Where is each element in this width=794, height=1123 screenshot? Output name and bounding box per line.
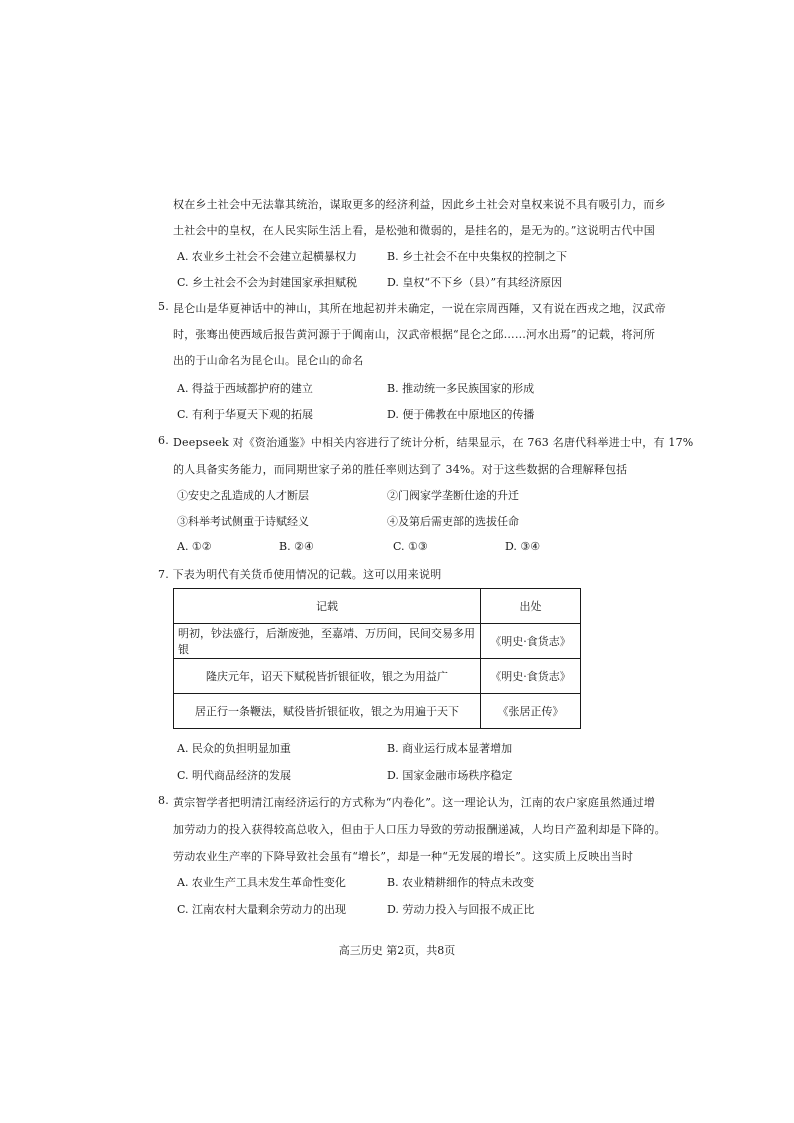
passage-line: 土社会中的皇权，在人民实际生活上看，是松弛和微弱的，是挂名的，是无为的。”这说明古代中国	[173, 224, 655, 237]
q5-stem-line: 昆仑山是华夏神话中的神山，其所在地起初并未确定，一说在宗周西陲，又有说在西戎之地，汉武帝	[173, 302, 666, 315]
table-cell-record: 明初，钞法盛行，后渐废弛，至嘉靖、万历间，民间交易多用银	[174, 624, 481, 659]
table-cell-source: 《明史·食货志》	[481, 659, 581, 694]
q5-option-d: D. 便于佛教在中原地区的传播	[387, 408, 535, 421]
table-row	[174, 624, 581, 659]
q6-statement-4: ④及第后需吏部的选拔任命	[387, 515, 519, 528]
table-row	[174, 659, 581, 694]
q8-stem-line: 加劳动力的投入获得较高总收入，但由于人口压力导致的劳动报酬递减，人均日产盈利却是下降的。	[173, 823, 666, 836]
table-header-record: 记载	[174, 589, 481, 624]
q8-option-a: A. 农业生产工具未发生革命性变化	[177, 876, 346, 889]
q6-statement-3: ③科举考试侧重于诗赋经义	[177, 515, 309, 528]
q5-number: 5.	[158, 300, 169, 313]
table-header-source: 出处	[481, 589, 581, 624]
table-cell-source: 《张居正传》	[481, 694, 581, 729]
q8-stem-line: 黄宗智学者把明清江南经济运行的方式称为“内卷化”。这一理论认为，江南的农户家庭虽然通过增	[173, 796, 656, 809]
passage-line: 权在乡土社会中无法靠其统治，谋取更多的经济利益，因此乡土社会对皇权来说不具有吸引力，而乡	[173, 198, 666, 211]
table-cell-record: 隆庆元年，诏天下赋税皆折银征收，银之为用益广	[174, 659, 481, 694]
q7-option-a: A. 民众的负担明显加重	[177, 742, 291, 755]
q4-option-b: B. 乡土社会不在中央集权的控制之下	[387, 250, 568, 263]
q6-stem-line: Deepseek 对《资治通鉴》中相关内容进行了统计分析，结果显示，在 763 名唐代科举进士中，有 17%	[173, 436, 694, 449]
q8-stem-line: 劳动农业生产率的下降导致社会虽有“增长”，却是一种“无发展的增长”。这实质上反映出当时	[173, 850, 634, 863]
q8-option-c: C. 江南农村大量剩余劳动力的出现	[177, 903, 347, 916]
q5-option-b: B. 推动统一多民族国家的形成	[387, 382, 535, 395]
q6-option-d: D. ③④	[505, 540, 541, 553]
table-header-row	[174, 589, 581, 624]
q8-option-d: D. 劳动力投入与回报不成正比	[387, 903, 535, 916]
table-row	[174, 694, 581, 729]
q4-option-c: C. 乡土社会不会为封建国家承担赋税	[177, 276, 358, 289]
q8-number: 8.	[158, 794, 169, 807]
q6-option-b: B. ②④	[279, 540, 314, 553]
q7-option-d: D. 国家金融市场秩序稳定	[387, 769, 513, 782]
table-cell-record: 居正行一条鞭法，赋役皆折银征收，银之为用遍于天下	[174, 694, 481, 729]
q8-option-b: B. 农业精耕细作的特点未改变	[387, 876, 535, 889]
q6-stem-line: 的人具备实务能力，而同期世家子弟的胜任率则达到了 34%。对于这些数据的合理解释包括	[173, 463, 628, 476]
q5-stem-line: 时，张骞出使西域后报告黄河源于于阗南山，汉武帝根据“昆仑之邱……河水出焉”的记载，将河所	[173, 328, 656, 341]
page-footer: 高三历史 第2页，共8页	[338, 944, 456, 957]
q6-statement-1: ①安史之乱造成的人才断层	[177, 489, 309, 502]
q5-stem-line: 出的于山命名为昆仑山。昆仑山的命名	[173, 354, 364, 367]
q4-option-d: D. 皇权“不下乡（县）”有其经济原因	[387, 276, 563, 289]
q5-option-c: C. 有利于华夏天下观的拓展	[177, 408, 314, 421]
q7-option-b: B. 商业运行成本显著增加	[387, 742, 513, 755]
table-cell-source: 《明史·食货志》	[481, 624, 581, 659]
q6-number: 6.	[158, 434, 169, 447]
q4-option-a: A. 农业乡土社会不会建立起横暴权力	[177, 250, 357, 263]
q6-option-c: C. ①③	[393, 540, 428, 553]
q7-stem: 7. 下表为明代有关货币使用情况的记载。这可以用来说明	[158, 568, 442, 581]
q6-statement-2: ②门阀家学垄断仕途的升迁	[387, 489, 519, 502]
q7-table	[173, 588, 581, 729]
q6-option-a: A. ①②	[177, 540, 212, 553]
q7-option-c: C. 明代商品经济的发展	[177, 769, 292, 782]
q5-option-a: A. 得益于西域都护府的建立	[177, 382, 313, 395]
